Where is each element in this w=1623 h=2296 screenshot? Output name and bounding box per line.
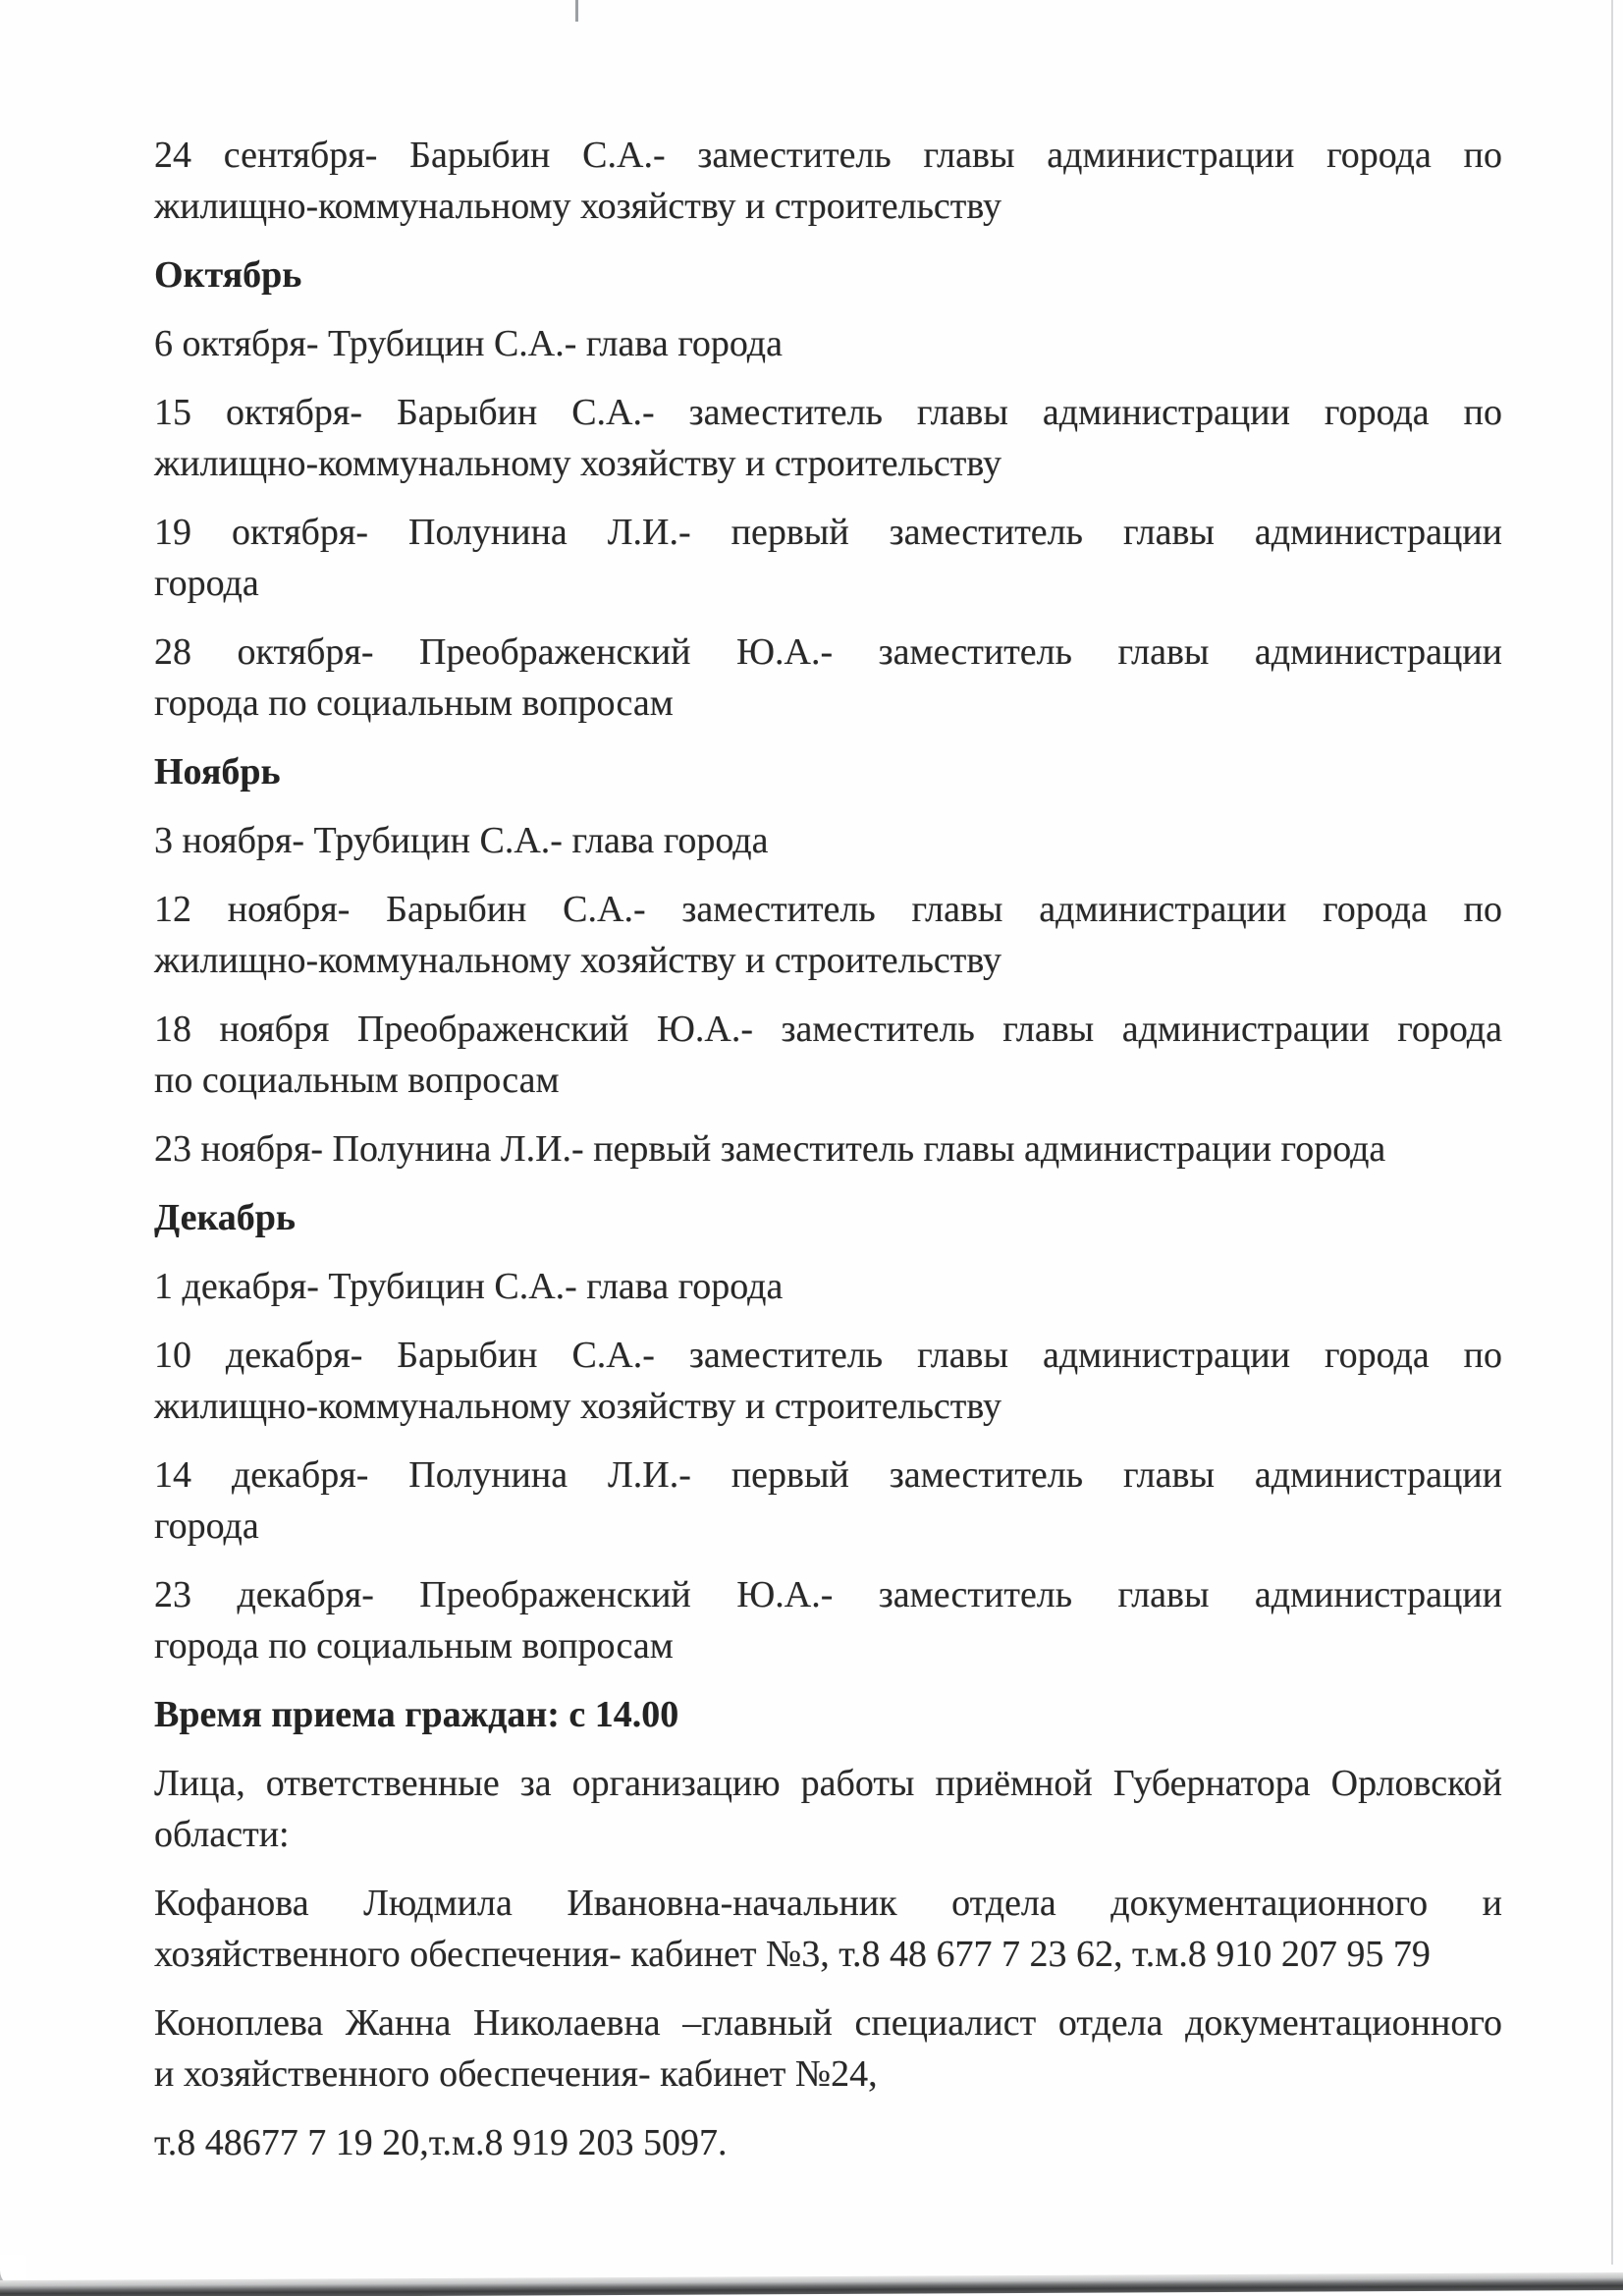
text-line: 3 ноября- Трубицин С.А.- глава города xyxy=(154,820,769,861)
text-line: Коноплева Жанна Николаевна –главный специалист отдела документационного xyxy=(154,2002,1502,2044)
text-line: Ноябрь xyxy=(154,751,281,793)
text-line: 18 ноября Преображенский Ю.А.- заместитель главы администрации города xyxy=(154,1009,1502,1050)
scan-artifact-bottom-edge-line xyxy=(0,2272,1623,2296)
text-line: по социальным вопросам xyxy=(154,1060,560,1101)
entry-oct6-trubitsin xyxy=(154,318,1502,369)
text-line: 24 сентября- Барыбин С.А.- заместитель главы администрации города по xyxy=(154,135,1502,176)
entry-nov18-preobrazhensky xyxy=(154,1004,1502,1106)
text-line: 23 декабря- Преображенский Ю.А.- заместитель главы администрации xyxy=(154,1574,1502,1615)
text-line: города xyxy=(154,1505,259,1547)
text-line: 1 декабря- Трубицин С.А.- глава города xyxy=(154,1266,784,1307)
entry-oct19-polunina xyxy=(154,507,1502,609)
entry-dec10-barybin xyxy=(154,1330,1502,1432)
text-line: Лица, ответственные за организацию работы приёмной Губернатора Орловской xyxy=(154,1763,1502,1804)
entry-oct15-barybin xyxy=(154,387,1502,489)
text-line: 23 ноября- Полунина Л.И.- первый заместитель главы администрации города xyxy=(154,1128,1386,1170)
text-line: хозяйственного обеспечения- кабинет №3, т.8 48 677 7 23 62, т.м.8 910 207 95 79 xyxy=(154,1934,1431,1975)
text-line: 15 октября- Барыбин С.А.- заместитель главы администрации города по xyxy=(154,392,1502,433)
text-line: жилищно-коммунальному хозяйству и строительству xyxy=(154,186,1002,227)
text-line: 6 октября- Трубицин С.А.- глава города xyxy=(154,323,783,364)
text-line: области: xyxy=(154,1814,290,1855)
text-line: города xyxy=(154,563,259,604)
text-line: 10 декабря- Барыбин С.А.- заместитель главы администрации города по xyxy=(154,1335,1502,1376)
scan-artifact-top-tick xyxy=(575,0,578,22)
entry-dec1-trubitsin xyxy=(154,1261,1502,1312)
text-line: жилищно-коммунальному хозяйству и строительству xyxy=(154,443,1002,484)
para-contact-kofanova xyxy=(154,1878,1502,1980)
entry-dec14-polunina xyxy=(154,1449,1502,1552)
text-line: Декабрь xyxy=(154,1197,297,1238)
text-line: жилищно-коммунальному хозяйству и строительству xyxy=(154,940,1002,981)
para-contact-phone xyxy=(154,2117,1502,2168)
text-line: т.8 48677 7 19 20,т.м.8 919 203 5097. xyxy=(154,2122,728,2163)
text-line: и хозяйственного обеспечения- кабинет №24, xyxy=(154,2053,878,2095)
heading-december xyxy=(154,1192,1502,1243)
text-line: Кофанова Людмила Ивановна-начальник отдела документационного и xyxy=(154,1883,1502,1924)
para-responsible-persons xyxy=(154,1758,1502,1860)
entry-oct28-preobrazhensky xyxy=(154,627,1502,729)
text-line: 12 ноября- Барыбин С.А.- заместитель главы администрации города по xyxy=(154,889,1502,930)
para-contact-konopleva xyxy=(154,1997,1502,2100)
heading-november xyxy=(154,746,1502,797)
heading-reception-time xyxy=(154,1689,1502,1740)
text-line: Время приема граждан: с 14.00 xyxy=(154,1694,679,1735)
text-line: города по социальным вопросам xyxy=(154,1625,674,1667)
text-line: города по социальным вопросам xyxy=(154,683,674,724)
entry-nov23-polunina xyxy=(154,1123,1502,1175)
text-line: Октябрь xyxy=(154,254,302,296)
text-line: 28 октября- Преображенский Ю.А.- заместитель главы администрации xyxy=(154,631,1502,673)
text-line: 19 октября- Полунина Л.И.- первый заместитель главы администрации xyxy=(154,512,1502,553)
heading-october xyxy=(154,249,1502,301)
entry-nov3-trubitsin xyxy=(154,815,1502,866)
entry-nov12-barybin xyxy=(154,884,1502,986)
entry-sep24-barybin xyxy=(154,130,1502,232)
entry-dec23-preobrazhensky xyxy=(154,1569,1502,1671)
text-line: жилищно-коммунальному хозяйству и строительству xyxy=(154,1386,1002,1427)
scan-artifact-right-edge-line xyxy=(1611,0,1613,2265)
document-body xyxy=(154,130,1502,2186)
text-line: 14 декабря- Полунина Л.И.- первый заместитель главы администрации xyxy=(154,1454,1502,1496)
